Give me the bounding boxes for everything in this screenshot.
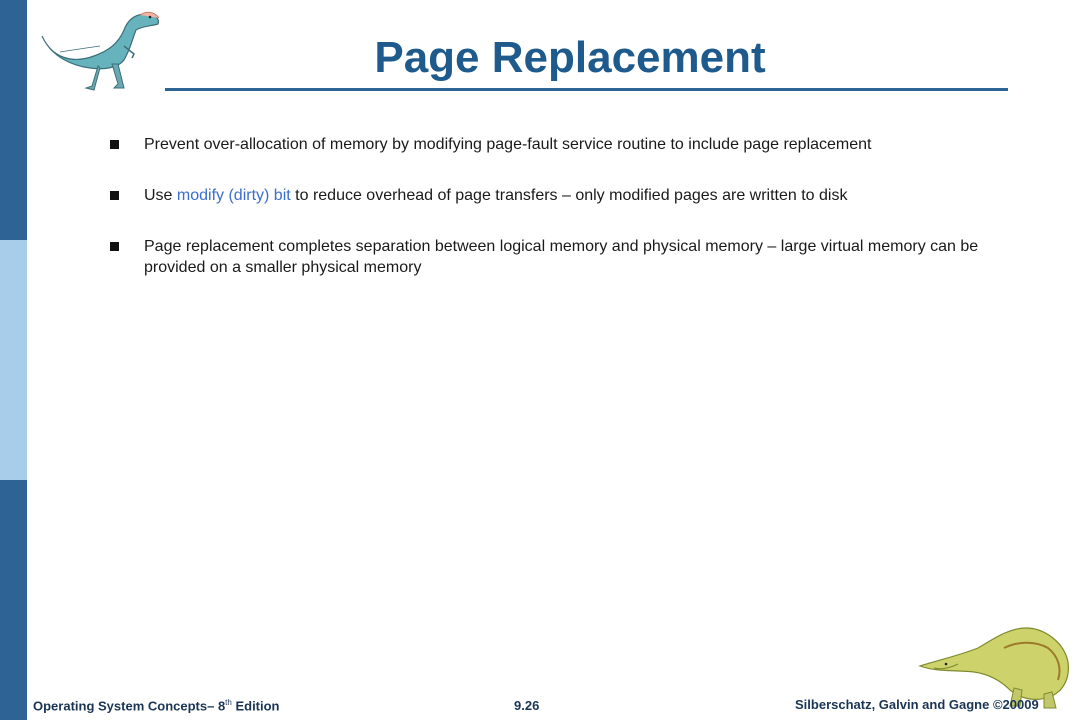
- bullet-list: [108, 134, 988, 308]
- footer-edition-text: Edition: [231, 698, 280, 714]
- bullet-text-before: Use: [144, 187, 177, 204]
- sidebar-stripe: [0, 0, 27, 720]
- square-bullet-icon: [110, 191, 119, 200]
- sidebar-segment-top: [0, 0, 27, 240]
- square-bullet-icon: [110, 140, 119, 149]
- footer-book-title: [33, 698, 280, 713]
- slide-title: Page Replacement: [374, 33, 766, 82]
- footer-book-name: Operating System Concepts– 8: [33, 698, 226, 714]
- bullet-item: [108, 134, 988, 155]
- footer-edition-superscript: th: [225, 698, 232, 707]
- sidebar-segment-bottom: [0, 480, 27, 720]
- footer-page-number: 9.26: [514, 698, 540, 713]
- bullet-item: [108, 236, 988, 278]
- bullet-text: Prevent over-allocation of memory by modifying page-fault service routine to include page replacement: [144, 136, 872, 153]
- bullet-highlight-term: modify (dirty) bit: [176, 187, 291, 204]
- bullet-text-after: to reduce overhead of page transfers – only modified pages are written to disk: [290, 187, 848, 204]
- square-bullet-icon: [110, 242, 119, 251]
- title-underline: [165, 88, 1008, 91]
- footer-copyright: Silberschatz, Galvin and Gagne ©20009: [795, 697, 1039, 712]
- bullet-item: [108, 185, 988, 206]
- dinosaur-standing-icon: [38, 6, 163, 91]
- sidebar-segment-middle: [0, 240, 27, 480]
- bullet-text: Page replacement completes separation between logical memory and physical memory – large virtual memory can be provided on a smaller physical memory: [144, 238, 979, 276]
